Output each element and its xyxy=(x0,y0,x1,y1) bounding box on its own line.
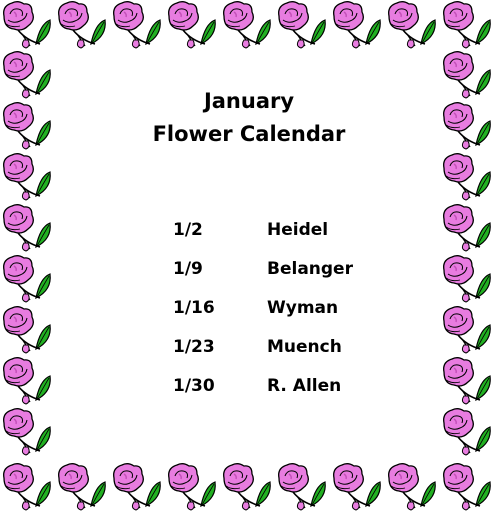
rose-icon xyxy=(0,101,54,151)
calendar-title-month: January xyxy=(203,89,295,113)
rose-icon xyxy=(440,407,494,457)
rose-icon xyxy=(110,462,164,512)
rose-icon xyxy=(440,356,494,406)
schedule-row xyxy=(60,220,438,246)
rose-icon xyxy=(440,50,494,100)
rose-icon xyxy=(385,0,439,50)
rose-icon xyxy=(55,0,109,50)
schedule-name: Belanger xyxy=(267,259,353,279)
rose-icon xyxy=(220,462,274,512)
rose-icon xyxy=(440,203,494,253)
rose-icon xyxy=(385,462,439,512)
schedule-date: 1/30 xyxy=(173,376,215,396)
rose-icon xyxy=(440,101,494,151)
rose-icon xyxy=(0,203,54,253)
schedule-date: 1/2 xyxy=(173,220,203,240)
rose-icon xyxy=(275,462,329,512)
schedule-name: Heidel xyxy=(267,220,329,240)
rose-icon xyxy=(440,0,494,50)
rose-icon xyxy=(440,152,494,202)
calendar-title-heading: Flower Calendar xyxy=(152,122,346,146)
rose-icon xyxy=(0,407,54,457)
schedule-row xyxy=(60,337,438,363)
schedule-row xyxy=(60,259,438,285)
rose-icon xyxy=(330,0,384,50)
schedule-date: 1/9 xyxy=(173,259,203,279)
schedule-name: Muench xyxy=(267,337,342,357)
rose-icon xyxy=(330,462,384,512)
schedule-name: R. Allen xyxy=(267,376,342,396)
rose-icon xyxy=(440,462,494,512)
rose-icon xyxy=(0,0,54,50)
rose-icon xyxy=(0,254,54,304)
rose-icon xyxy=(440,305,494,355)
rose-icon xyxy=(0,462,54,512)
rose-icon xyxy=(110,0,164,50)
rose-icon xyxy=(55,462,109,512)
rose-icon xyxy=(165,462,219,512)
rose-icon xyxy=(0,50,54,100)
rose-icon xyxy=(165,0,219,50)
rose-icon xyxy=(0,305,54,355)
schedule-row xyxy=(60,376,438,402)
schedule-name: Wyman xyxy=(267,298,339,318)
rose-icon xyxy=(275,0,329,50)
schedule-date: 1/23 xyxy=(173,337,215,357)
schedule-row xyxy=(60,298,438,324)
calendar-content xyxy=(60,60,438,458)
rose-icon xyxy=(0,356,54,406)
rose-icon xyxy=(220,0,274,50)
rose-icon xyxy=(0,152,54,202)
rose-icon xyxy=(440,254,494,304)
schedule-date: 1/16 xyxy=(173,298,215,318)
